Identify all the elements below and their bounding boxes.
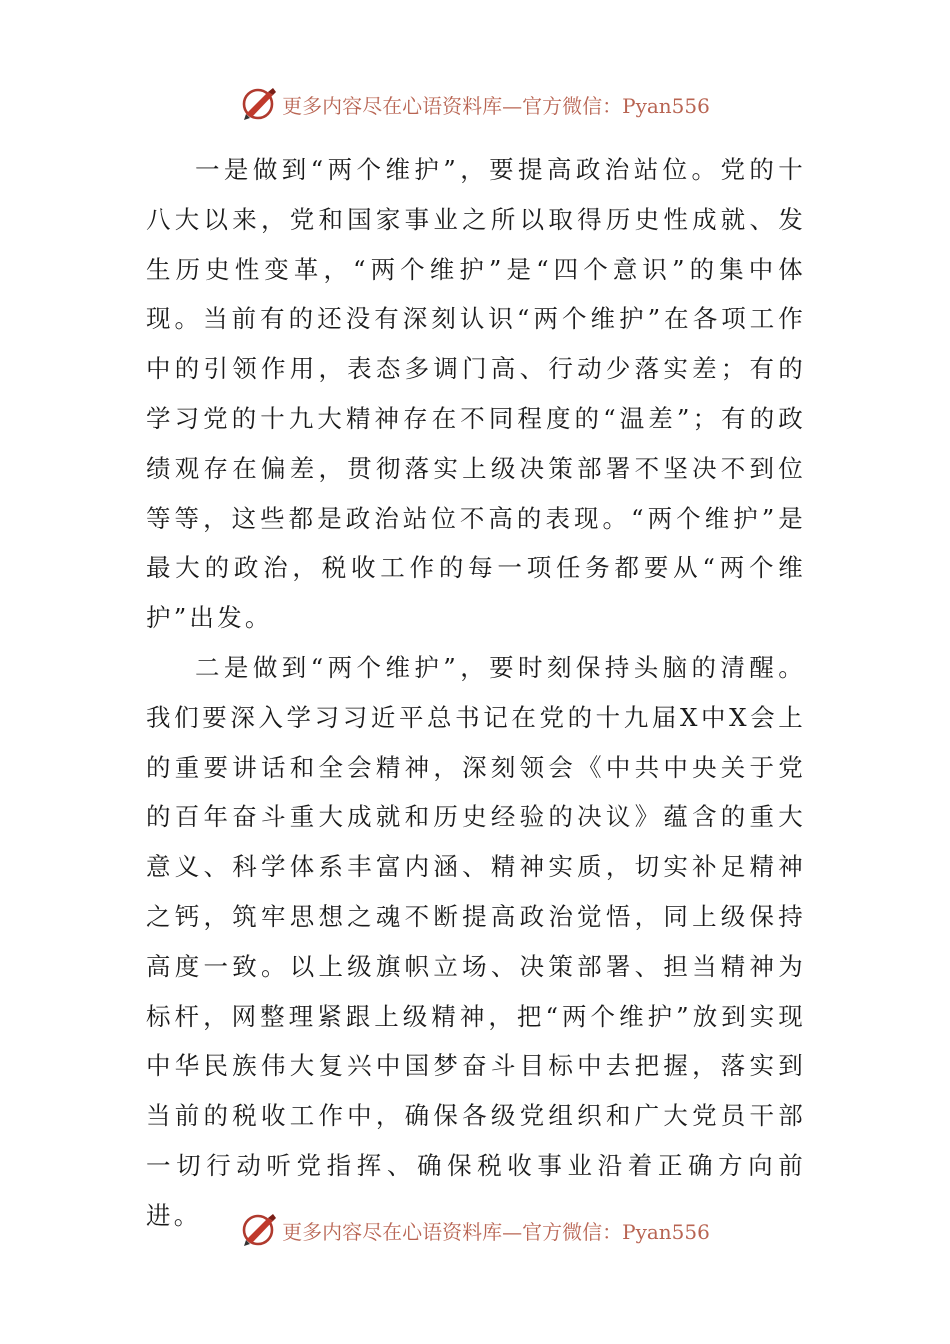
header-watermark-text: 更多内容尽在心语资料库—官方微信：Pyan556	[282, 93, 710, 118]
document-body	[146, 145, 806, 1241]
pen-circle-logo-icon	[240, 1210, 280, 1250]
pen-circle-logo-icon	[240, 84, 280, 124]
footer-watermark-text: 更多内容尽在心语资料库—官方微信：Pyan556	[282, 1219, 710, 1244]
header-watermark	[0, 82, 950, 126]
footer-watermark	[0, 1208, 950, 1252]
paragraph-2: 二是做到“两个维护”，要时刻保持头脑的清醒。我们要深入学习习近平总书记在党的十九届X中X会上的重要讲话和全会精神，深刻领会《中共中央关于党的百年奋斗重大成就和历史经验的决议》蕴含的重大意义、科学体系丰富内涵、精神实质，切实补足精神之钙，筑牢思想之魂不断提高政治觉悟，同上级保持高度一致。以上级旗帜立场、决策部署、担当精神为标杆，网整理紧跟上级精神，把“两个维护”放到实现中华民族伟大复兴中国梦奋斗目标中去把握，落实到当前的税收工作中，确保各级党组织和广大党员干部一切行动听党指挥、确保税收事业沿着正确方向前进。	[146, 652, 806, 1230]
paragraph-1: 一是做到“两个维护”，要提高政治站位。党的十八大以来，党和国家事业之所以取得历史性成就、发生历史性变革，“两个维护”是“四个意识”的集中体现。当前有的还没有深刻认识“两个维护”在各项工作中的引领作用，表态多调门高、行动少落实差；有的学习党的十九大精神存在不同程度的“温差”；有的政绩观存在偏差，贯彻落实上级决策部署不坚决不到位等等，这些都是政治站位不高的表现。“两个维护”是最大的政治，税收工作的每一项任务都要从“两个维护”出发。	[146, 155, 806, 633]
